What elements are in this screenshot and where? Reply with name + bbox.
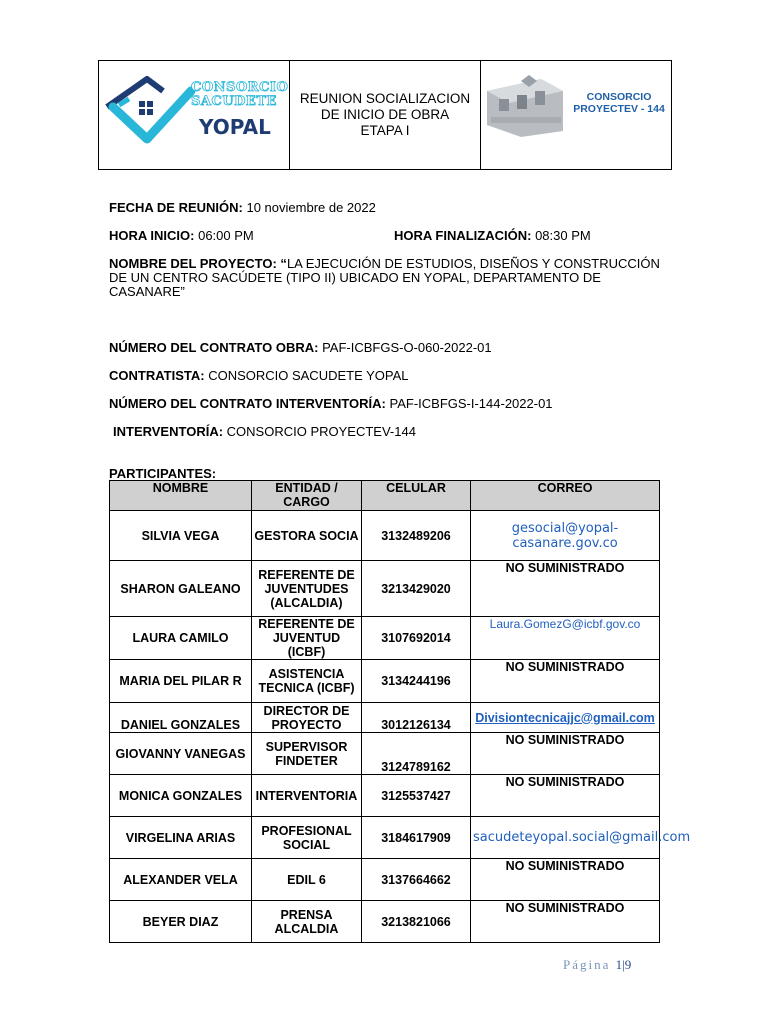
col-header-nombre: NOMBRE <box>110 481 252 511</box>
document-header <box>98 60 672 170</box>
page-footer: Página 1|9 <box>563 957 632 972</box>
consorcio-proyectev-logo <box>481 61 671 169</box>
logo-text-sacudete: SACUDETE <box>191 94 277 109</box>
email-link[interactable]: Laura.GomezG@icbf.gov.co <box>489 617 641 631</box>
cell-correo: NO SUMINISTRADO <box>471 859 660 901</box>
contrato-interv-value: PAF-ICBFGS-I-144-2022-01 <box>389 396 553 411</box>
cell-nombre: MONICA GONZALES <box>110 775 252 817</box>
logo-text-yopal: YOPAL <box>199 115 271 139</box>
hora-fin-value: 08:30 PM <box>535 228 591 243</box>
cell-correo: NO SUMINISTRADO <box>471 775 660 817</box>
hora-inicio-value: 06:00 PM <box>198 228 254 243</box>
contrato-obra-label: NÚMERO DEL CONTRATO OBRA: <box>109 340 319 355</box>
cell-entidad: INTERVENTORIA <box>252 775 362 817</box>
cell-nombre: GIOVANNY VANEGAS <box>110 733 252 775</box>
header-logo-cell-left <box>99 61 290 170</box>
cell-celular: 3213821066 <box>362 901 471 943</box>
cell-correo <box>471 511 660 561</box>
contrato-interv-label: NÚMERO DEL CONTRATO INTERVENTORÍA: <box>109 396 386 411</box>
cell-nombre: LAURA CAMILO <box>110 617 252 660</box>
header-logo-cell-right <box>481 61 672 170</box>
cell-correo: NO SUMINISTRADO <box>471 733 660 775</box>
cell-entidad: SUPERVISOR FINDETER <box>252 733 362 775</box>
building-render-icon <box>481 61 671 169</box>
cell-celular: 3132489206 <box>362 511 471 561</box>
contratista-label: CONTRATISTA: <box>109 368 205 383</box>
contratista-value: CONSORCIO SACUDETE YOPAL <box>208 368 409 383</box>
cell-nombre: ALEXANDER VELA <box>110 859 252 901</box>
cell-celular: 3107692014 <box>362 617 471 660</box>
fecha-value: 10 noviembre de 2022 <box>246 200 376 215</box>
cell-celular: 3124789162 <box>362 733 471 775</box>
logo-text-consorcio-right: CONSORCIO <box>586 91 652 103</box>
logo-text-consorcio: CONSORCIO <box>191 80 289 95</box>
title-line-3: ETAPA I <box>360 123 410 138</box>
cell-celular: 3012126134 <box>362 703 471 733</box>
cell-nombre: VIRGELINA ARIAS <box>110 817 252 859</box>
email-link[interactable]: Divisiontecnicajjc@gmail.com <box>475 710 655 725</box>
cell-entidad: REFERENTE DE JUVENTUDES (ALCALDIA) <box>252 561 362 617</box>
cell-celular: 3213429020 <box>362 561 471 617</box>
cell-celular: 3134244196 <box>362 660 471 703</box>
table-row <box>110 775 660 817</box>
cell-entidad: DIRECTOR DE PROYECTO <box>252 703 362 733</box>
hora-finalizacion <box>394 229 591 243</box>
cell-entidad: GESTORA SOCIA <box>252 511 362 561</box>
proyecto-label: NOMBRE DEL PROYECTO: “ <box>109 256 287 271</box>
fecha-label: FECHA DE REUNIÓN: <box>109 200 243 215</box>
nombre-proyecto <box>109 257 669 299</box>
cell-correo: NO SUMINISTRADO <box>471 901 660 943</box>
consorcio-sacudete-logo <box>99 61 289 169</box>
table-header-row <box>110 481 660 511</box>
cell-entidad: EDIL 6 <box>252 859 362 901</box>
email-link[interactable]: gesocial@yopal-casanare.gov.co <box>511 520 619 551</box>
interventoria <box>113 425 416 439</box>
col-header-correo: CORREO <box>471 481 660 511</box>
title-line-1: REUNION SOCIALIZACION <box>299 91 471 106</box>
fecha-reunion <box>109 201 376 215</box>
participantes-title: PARTICIPANTES: <box>109 466 217 481</box>
interventoria-label: INTERVENTORÍA: <box>113 424 224 439</box>
cell-correo: NO SUMINISTRADO <box>471 660 660 703</box>
participants-table <box>109 480 691 943</box>
email-link[interactable]: sacudeteyopal.social@gmail.com <box>473 830 691 845</box>
table-row <box>110 703 660 733</box>
hora-fin-label: HORA FINALIZACIÓN: <box>394 228 532 243</box>
proyecto-value: LA EJECUCIÓN DE ESTUDIOS, DISEÑOS Y CONSTRUCCIÓN DE UN CENTRO SACÚDETE (TIPO II) UBICADO EN YOPAL, DEPARTAMENTO DE CASANARE” <box>109 256 660 299</box>
cell-entidad: REFERENTE DE JUVENTUD (ICBF) <box>252 617 362 660</box>
table-row <box>110 901 660 943</box>
cell-correo <box>471 817 691 859</box>
table-row <box>110 617 660 660</box>
hora-inicio-label: HORA INICIO: <box>109 228 195 243</box>
cell-entidad: PRENSA ALCALDIA <box>252 901 362 943</box>
table-row <box>110 733 660 775</box>
cell-nombre: MARIA DEL PILAR R <box>110 660 252 703</box>
footer-label: Página <box>563 957 611 972</box>
logo-text-proyectev: PROYECTEV - 144 <box>573 103 665 115</box>
table-row <box>110 660 660 703</box>
header-title <box>290 61 481 170</box>
cell-nombre: BEYER DIAZ <box>110 901 252 943</box>
cell-celular: 3125537427 <box>362 775 471 817</box>
cell-nombre: SILVIA VEGA <box>110 511 252 561</box>
contratista <box>109 369 409 383</box>
cell-correo <box>471 703 660 733</box>
cell-correo: NO SUMINISTRADO <box>471 561 660 617</box>
cell-correo <box>471 617 660 660</box>
table-row <box>110 511 660 561</box>
contrato-interventoria <box>109 397 553 411</box>
interventoria-value: CONSORCIO PROYECTEV-144 <box>226 424 416 439</box>
title-line-2: DE INICIO DE OBRA <box>320 107 450 122</box>
col-header-celular: CELULAR <box>362 481 471 511</box>
cell-entidad: PROFESIONAL SOCIAL <box>252 817 362 859</box>
col-header-entidad: ENTIDAD / CARGO <box>252 481 362 511</box>
contrato-obra-value: PAF-ICBFGS-O-060-2022-01 <box>322 340 492 355</box>
footer-total: 9 <box>624 957 632 972</box>
table-row <box>110 859 660 901</box>
contrato-obra <box>109 341 492 355</box>
cell-nombre: DANIEL GONZALES <box>110 703 252 733</box>
table-row <box>110 817 660 859</box>
cell-nombre: SHARON GALEANO <box>110 561 252 617</box>
table-row <box>110 561 660 617</box>
cell-celular: 3137664662 <box>362 859 471 901</box>
cell-celular: 3184617909 <box>362 817 471 859</box>
hora-inicio <box>109 229 254 243</box>
footer-page: 1 <box>615 957 623 972</box>
cell-entidad: ASISTENCIA TECNICA (ICBF) <box>252 660 362 703</box>
